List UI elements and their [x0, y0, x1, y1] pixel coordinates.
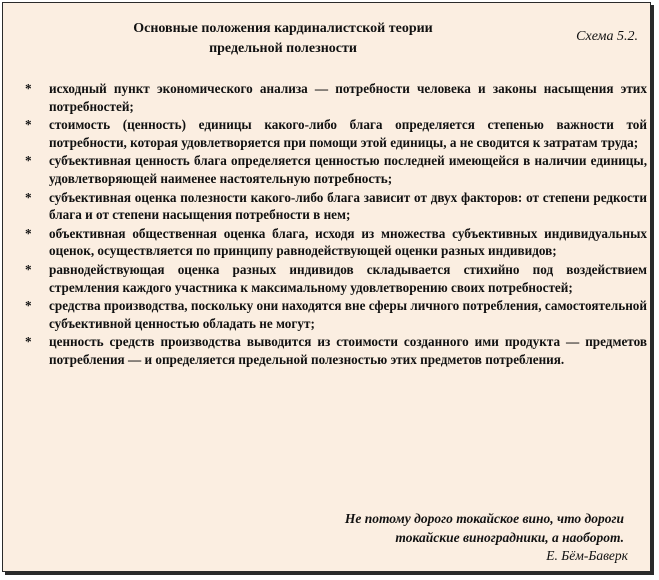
- epigraph-quote: [244, 510, 624, 547]
- list-item-text: субъективная ценность блага определяется ценностью последней имеющейся в наличии единицы, удовлетворяющей наименее настоятельную потребность;: [49, 153, 647, 186]
- list-item: [19, 189, 647, 224]
- list-item-text: ценность средств производства выводится из стоимости созданного ими продукта — предметов потребления — и определяется предельной полезностью этих предметов потребления.: [49, 334, 647, 367]
- quote-line-1: Не потому дорого токайское вино, что дороги: [344, 511, 624, 526]
- list-item-text: стоимость (ценность) единицы какого-либо блага определяется степенью важности той потребности, которая удовлетворяется при помощи этой единицы, а не сводится к затратам труда;: [49, 117, 647, 150]
- title-line-1: Основные положения кардиналистской теории: [133, 21, 433, 36]
- bullet-icon: *: [25, 189, 32, 205]
- list-item: [19, 116, 647, 151]
- list-item-text: субъективная оценка полезности какого-либо блага зависит от двух факторов: от степени редкости блага и от степени насыщения потребности в нем;: [49, 189, 647, 223]
- bullet-icon: *: [25, 81, 32, 96]
- bullet-icon: *: [25, 298, 32, 314]
- list-item-text: объективная общественная оценка блага, исходя из множества субъективных индивидуальных оценок, осуществляется по принципу равнодействующей оценки разных индивидов;: [49, 225, 647, 259]
- principles-list: [19, 80, 647, 370]
- page-title: [73, 19, 493, 59]
- list-item-text: равнодействующая оценка разных индивидов складывается стихийно под воздействием стремления каждого участника к максимальному удовлетворению своих потребностей;: [49, 261, 647, 295]
- list-item-text: средства производства, поскольку они находятся вне сферы личного потребления, самостоятельной субъективной ценностью обладать не могут;: [49, 298, 647, 331]
- quote-line-2: токайские виноградники, а наоборот.: [395, 529, 624, 545]
- list-item: [19, 297, 647, 332]
- bullet-icon: *: [25, 117, 32, 133]
- title-line-2: предельной полезности: [209, 41, 357, 56]
- list-item: [19, 152, 647, 187]
- bullet-icon: *: [25, 261, 32, 277]
- scheme-label: Схема 5.2.: [576, 29, 638, 44]
- list-item-text: исходный пункт экономического анализа — потребности человека и законы насыщения этих потребностей;: [49, 81, 647, 114]
- bullet-icon: *: [25, 334, 32, 350]
- list-item: [19, 333, 647, 368]
- quote-author: Е. Бём-Баверк: [546, 548, 628, 563]
- bullet-icon: *: [25, 153, 32, 169]
- list-item: [19, 80, 647, 115]
- list-item: [19, 225, 647, 260]
- bullet-icon: *: [25, 225, 32, 241]
- list-item: [19, 261, 647, 296]
- scheme-frame: [2, 2, 651, 572]
